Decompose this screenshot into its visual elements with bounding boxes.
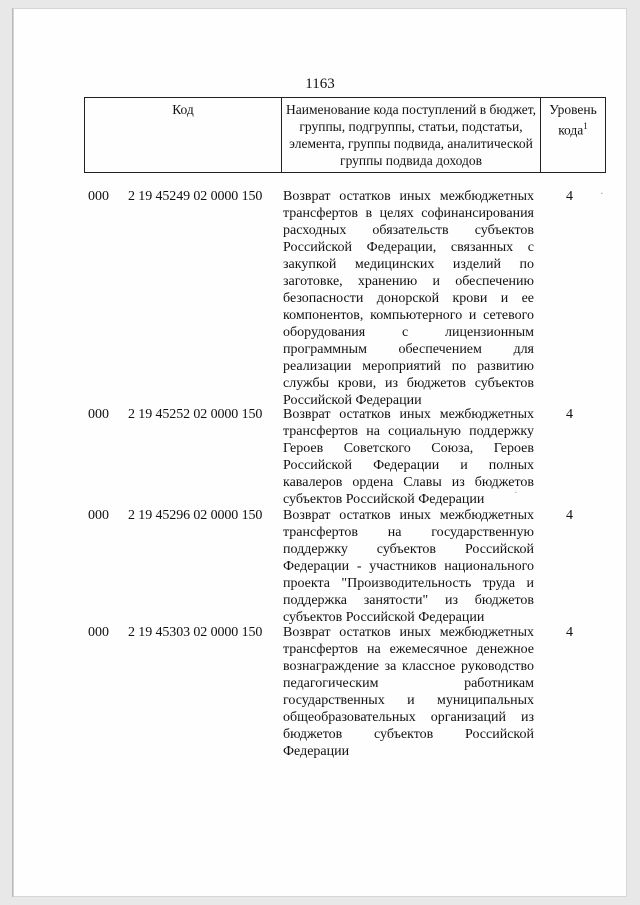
table-header [84, 97, 606, 173]
row-code: 2 19 45296 02 0000 150 [128, 508, 263, 523]
scan-speck: · [600, 188, 604, 200]
header-name: Наименование кода поступлений в бюджет, группы, подгруппы, статьи, подстатьи, элемента, группы подвида, аналитической группы подвида доходов [282, 98, 541, 173]
row-prefix: 000 [88, 189, 109, 204]
header-level-footnote: 1 [583, 121, 588, 131]
row-name: Возврат остатков иных межбюджетных трансфертов на ежемесячное денежное вознаграждение за классное руководство педагогическим работникам государственных и муниципальных общеобразовательных организаций из бюджетов субъектов Российской Федерации [283, 625, 534, 759]
row-code: 2 19 45249 02 0000 150 [128, 189, 263, 204]
row-prefix: 000 [88, 508, 109, 523]
page-number: 1163 [305, 76, 335, 92]
row-prefix: 000 [88, 407, 109, 422]
row-level: 4 [566, 189, 573, 204]
row-level: 4 [566, 625, 573, 640]
row-code: 2 19 45303 02 0000 150 [128, 625, 263, 640]
row-name: Возврат остатков иных межбюджетных трансфертов на социальную поддержку Героев Советского Союза, Героев Российской Федерации и полных кавалеров ордена Славы из бюджетов субъектов Российской Федерации [283, 407, 534, 507]
header-level-label: Уровень кода [549, 102, 597, 138]
row-level: 4 [566, 508, 573, 523]
row-code: 2 19 45252 02 0000 150 [128, 407, 263, 422]
row-name: Возврат остатков иных межбюджетных трансфертов в целях софинансирования расходных обязательств субъектов Российской Федерации, связанных с закупкой медицинских изделий по заготовке, хранению и обеспечению безопасности донорской крови и ее компонентов, компьютерного и сетевого оборудования с лицензионным программным обеспечением для реализации мероприятий по развитию службы крови, из бюджетов субъектов Российской Федерации [283, 189, 534, 408]
header-level [541, 98, 606, 173]
row-level: 4 [566, 407, 573, 422]
row-prefix: 000 [88, 625, 109, 640]
row-name: Возврат остатков иных межбюджетных трансфертов на государственную поддержку субъектов Российской Федерации - участников национального проекта "Производительность труда и поддержка занятости" из бюджетов субъектов Российской Федерации [283, 508, 534, 625]
header-code: Код [85, 98, 282, 173]
scan-speck: · [514, 487, 518, 499]
